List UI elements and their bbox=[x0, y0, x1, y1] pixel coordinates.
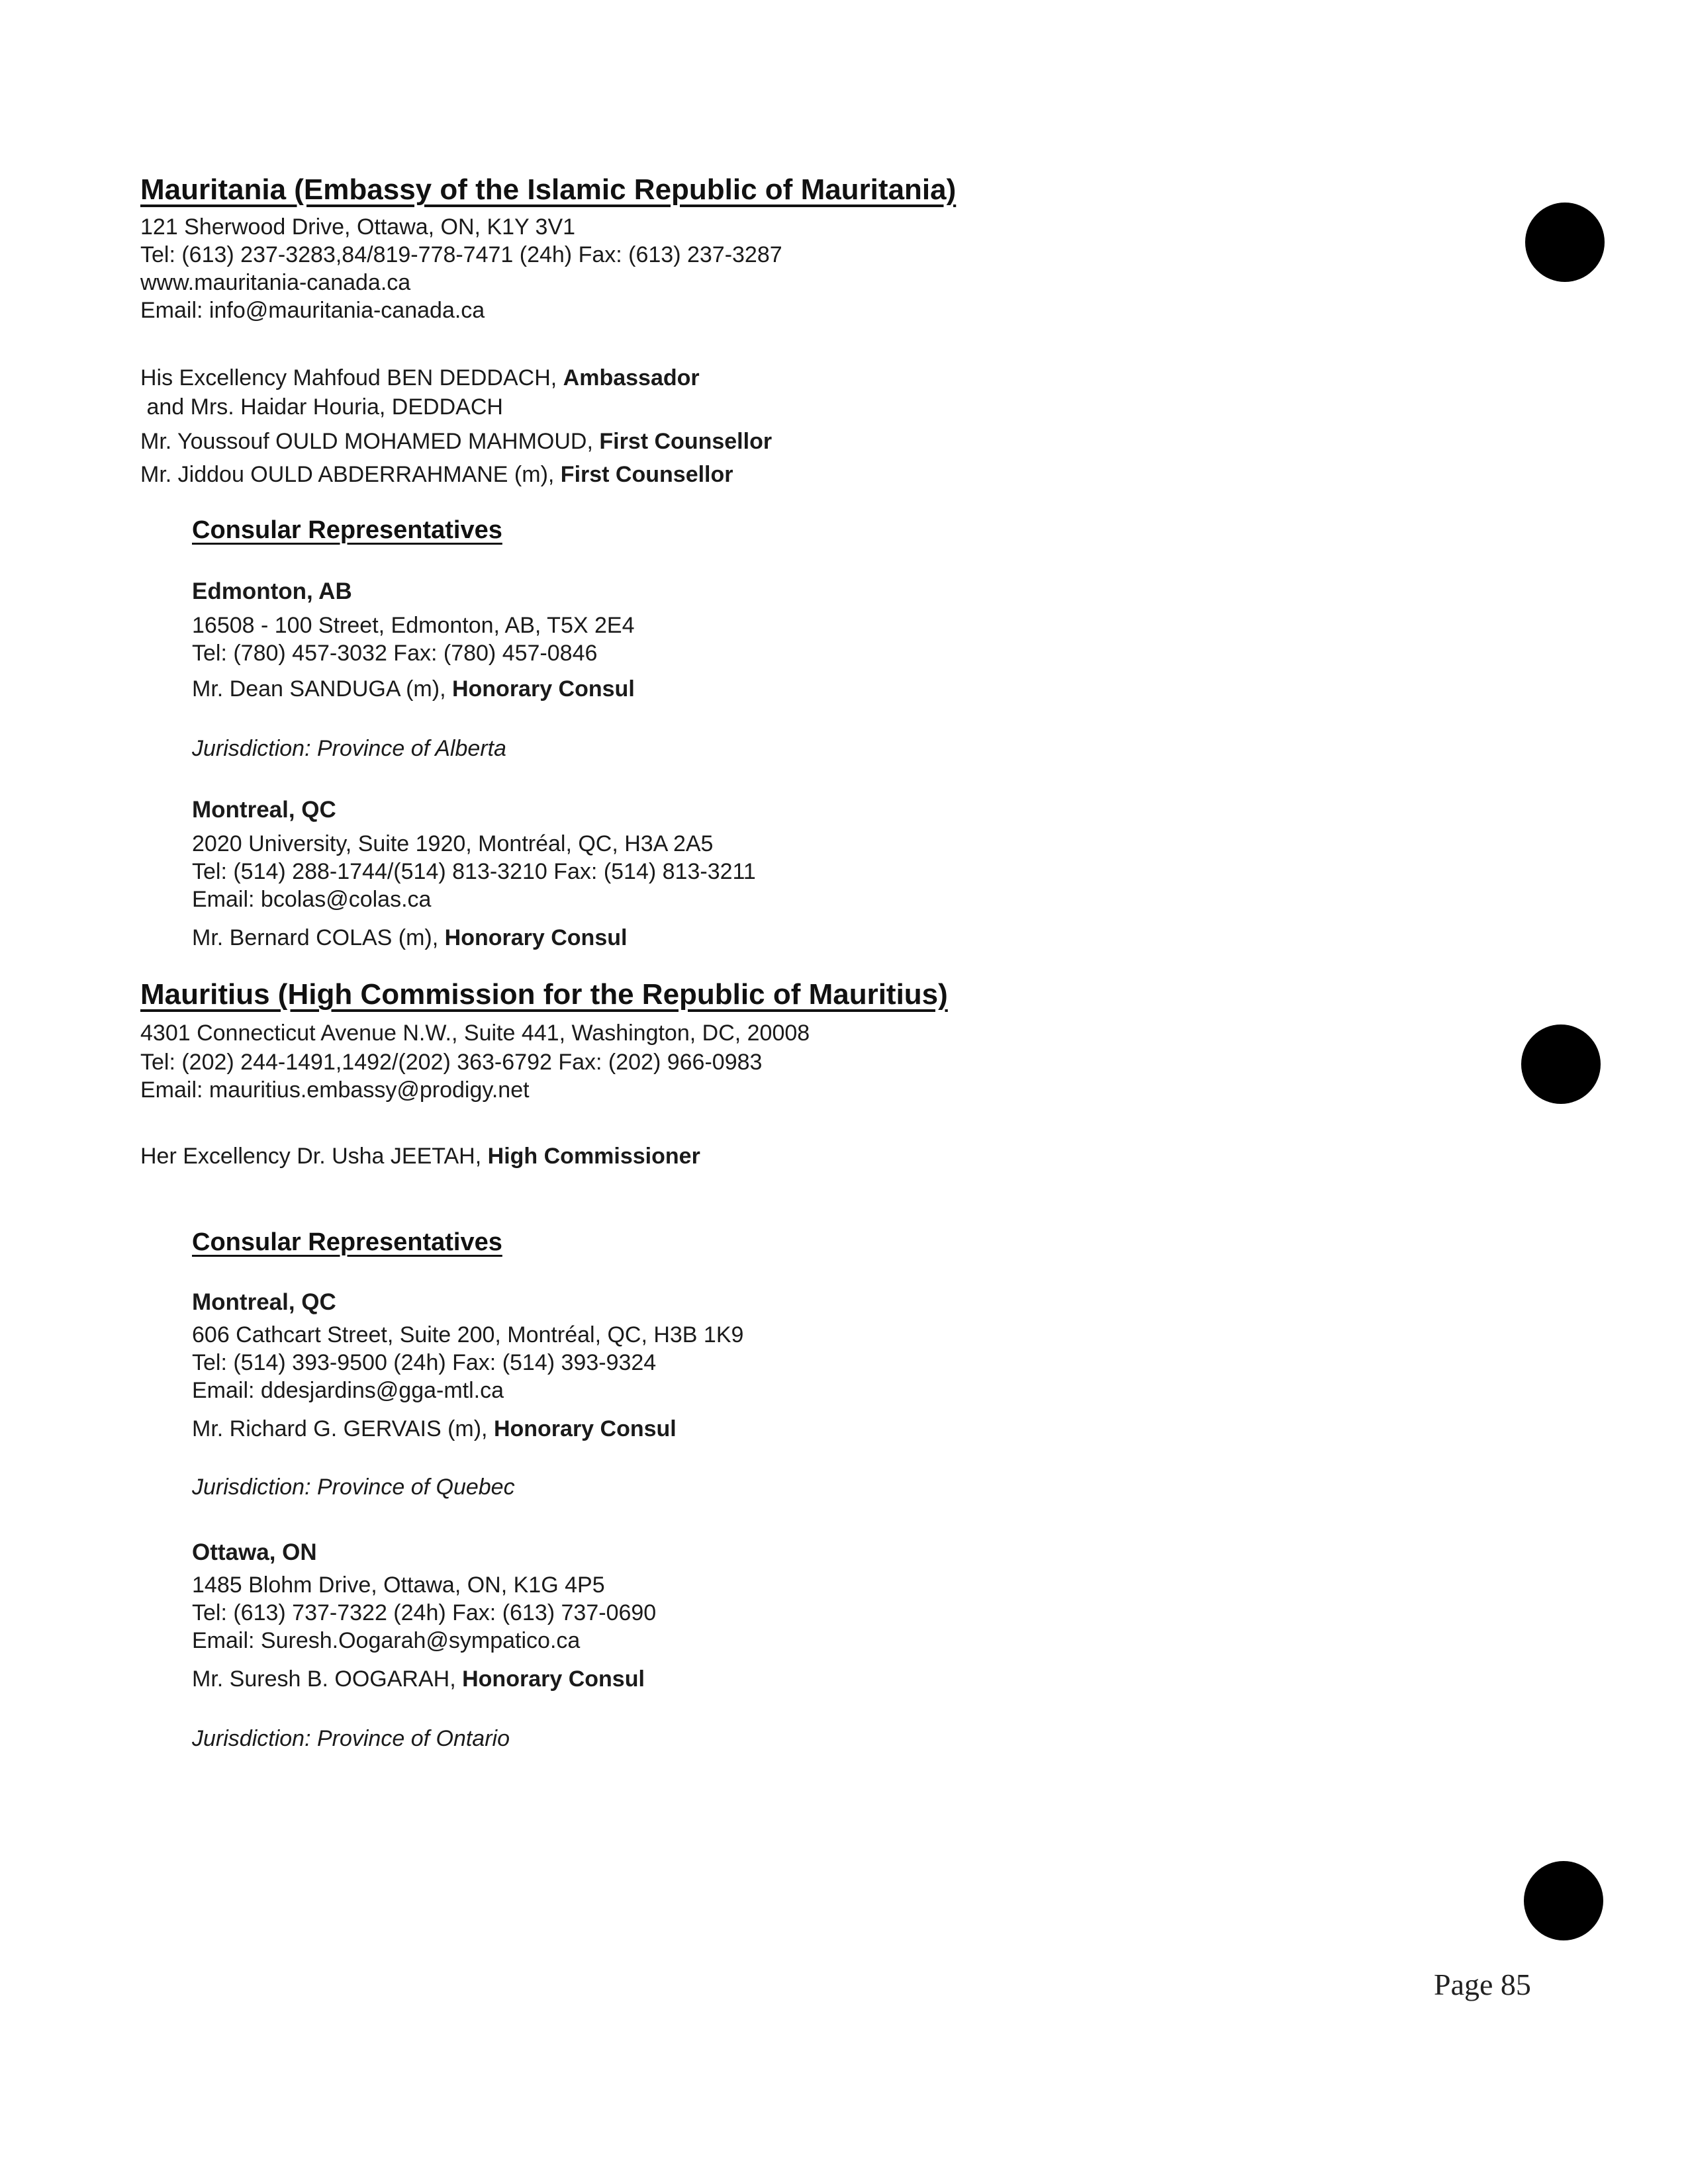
consulate-person bbox=[192, 1415, 677, 1443]
consulate-person bbox=[192, 1665, 645, 1693]
page-number: Page 85 bbox=[1434, 1968, 1531, 2001]
person-name: Mr. Bernard COLAS (m), bbox=[192, 925, 445, 950]
binder-hole-bottom bbox=[1524, 1861, 1603, 1940]
consulate-tel: Tel: (613) 737-7322 (24h) Fax: (613) 737-0690 bbox=[192, 1600, 657, 1625]
consulate-address: 1485 Blohm Drive, Ottawa, ON, K1G 4P5 bbox=[192, 1572, 605, 1598]
binder-hole-top bbox=[1525, 203, 1605, 282]
consulate-city-montreal: Montreal, QC bbox=[192, 797, 336, 823]
jurisdiction-value: Province of Quebec bbox=[310, 1475, 515, 1500]
mauritania-tel: Tel: (613) 237-3283,84/819-778-7471 (24h) Fax: (613) 237-3287 bbox=[140, 242, 782, 267]
person-name: Mr. Youssouf OULD MOHAMED MAHMOUD, bbox=[140, 429, 600, 454]
mauritania-website: www.mauritania-canada.ca bbox=[140, 270, 411, 295]
consulate-person bbox=[192, 924, 627, 952]
person-title: Honorary Consul bbox=[493, 1416, 677, 1441]
person-title: Ambassador bbox=[563, 365, 700, 390]
consulate-email: Email: ddesjardins@gga-mtl.ca bbox=[192, 1378, 504, 1403]
consulate-tel: Tel: (514) 288-1744/(514) 813-3210 Fax: (514) 813-3211 bbox=[192, 859, 756, 884]
mauritania-person-ambassador bbox=[140, 364, 700, 392]
mauritius-heading: Mauritius (High Commission for the Republic of Mauritius) bbox=[140, 978, 948, 1011]
mauritius-address: 4301 Connecticut Avenue N.W., Suite 441, Washington, DC, 20008 bbox=[140, 1021, 810, 1046]
jurisdiction-value: Province of Alberta bbox=[310, 736, 506, 761]
person-title: First Counsellor bbox=[599, 429, 773, 454]
mauritius-person-high-commissioner bbox=[140, 1142, 700, 1170]
person-title: Honorary Consul bbox=[462, 1666, 645, 1692]
mauritania-consular-heading: Consular Representatives bbox=[192, 516, 502, 544]
mauritius-consular-heading: Consular Representatives bbox=[192, 1228, 502, 1256]
consulate-person bbox=[192, 675, 635, 703]
person-name: Mr. Richard G. GERVAIS (m), bbox=[192, 1416, 494, 1441]
person-title: First Counsellor bbox=[560, 462, 733, 487]
jurisdiction-label: Jurisdiction: bbox=[192, 1726, 311, 1751]
person-name: Mr. Jiddou OULD ABDERRAHMANE (m), bbox=[140, 462, 561, 487]
consulate-jurisdiction bbox=[192, 1726, 510, 1752]
person-title: Honorary Consul bbox=[451, 676, 635, 702]
person-title: Honorary Consul bbox=[444, 925, 628, 950]
mauritania-heading: Mauritania (Embassy of the Islamic Republic of Mauritania) bbox=[140, 173, 957, 206]
person-name: and Mrs. Haidar Houria, DEDDACH bbox=[140, 394, 503, 420]
consulate-jurisdiction bbox=[192, 1475, 515, 1500]
consulate-city-montreal: Montreal, QC bbox=[192, 1289, 336, 1315]
mauritania-person-counsellor-2 bbox=[140, 461, 733, 488]
consulate-email: Email: bcolas@colas.ca bbox=[192, 887, 432, 912]
jurisdiction-value: Province of Ontario bbox=[310, 1726, 510, 1751]
mauritania-address: 121 Sherwood Drive, Ottawa, ON, K1Y 3V1 bbox=[140, 214, 576, 240]
jurisdiction-label: Jurisdiction: bbox=[192, 736, 311, 761]
binder-hole-middle bbox=[1521, 1024, 1601, 1104]
consulate-address: 2020 University, Suite 1920, Montréal, QC, H3A 2A5 bbox=[192, 831, 714, 856]
jurisdiction-label: Jurisdiction: bbox=[192, 1475, 311, 1500]
mauritius-tel: Tel: (202) 244-1491,1492/(202) 363-6792 Fax: (202) 966-0983 bbox=[140, 1050, 763, 1075]
consulate-city-ottawa: Ottawa, ON bbox=[192, 1539, 317, 1565]
person-name: Her Excellency Dr. Usha JEETAH, bbox=[140, 1144, 488, 1169]
consulate-tel: Tel: (514) 393-9500 (24h) Fax: (514) 393-9324 bbox=[192, 1350, 657, 1375]
person-name: Mr. Dean SANDUGA (m), bbox=[192, 676, 452, 702]
consulate-city-edmonton: Edmonton, AB bbox=[192, 578, 352, 604]
consulate-tel: Tel: (780) 457-3032 Fax: (780) 457-0846 bbox=[192, 641, 598, 666]
mauritania-person-spouse bbox=[140, 393, 503, 421]
person-title: High Commissioner bbox=[487, 1144, 700, 1169]
person-name: Mr. Suresh B. OOGARAH, bbox=[192, 1666, 463, 1692]
consulate-email: Email: Suresh.Oogarah@sympatico.ca bbox=[192, 1628, 581, 1653]
mauritania-person-counsellor-1 bbox=[140, 428, 772, 455]
consulate-jurisdiction bbox=[192, 736, 506, 762]
mauritius-email: Email: mauritius.embassy@prodigy.net bbox=[140, 1077, 530, 1103]
consulate-address: 606 Cathcart Street, Suite 200, Montréal, QC, H3B 1K9 bbox=[192, 1322, 744, 1347]
consulate-address: 16508 - 100 Street, Edmonton, AB, T5X 2E4 bbox=[192, 613, 635, 638]
person-name: His Excellency Mahfoud BEN DEDDACH, bbox=[140, 365, 563, 390]
mauritania-email: Email: info@mauritania-canada.ca bbox=[140, 298, 485, 323]
